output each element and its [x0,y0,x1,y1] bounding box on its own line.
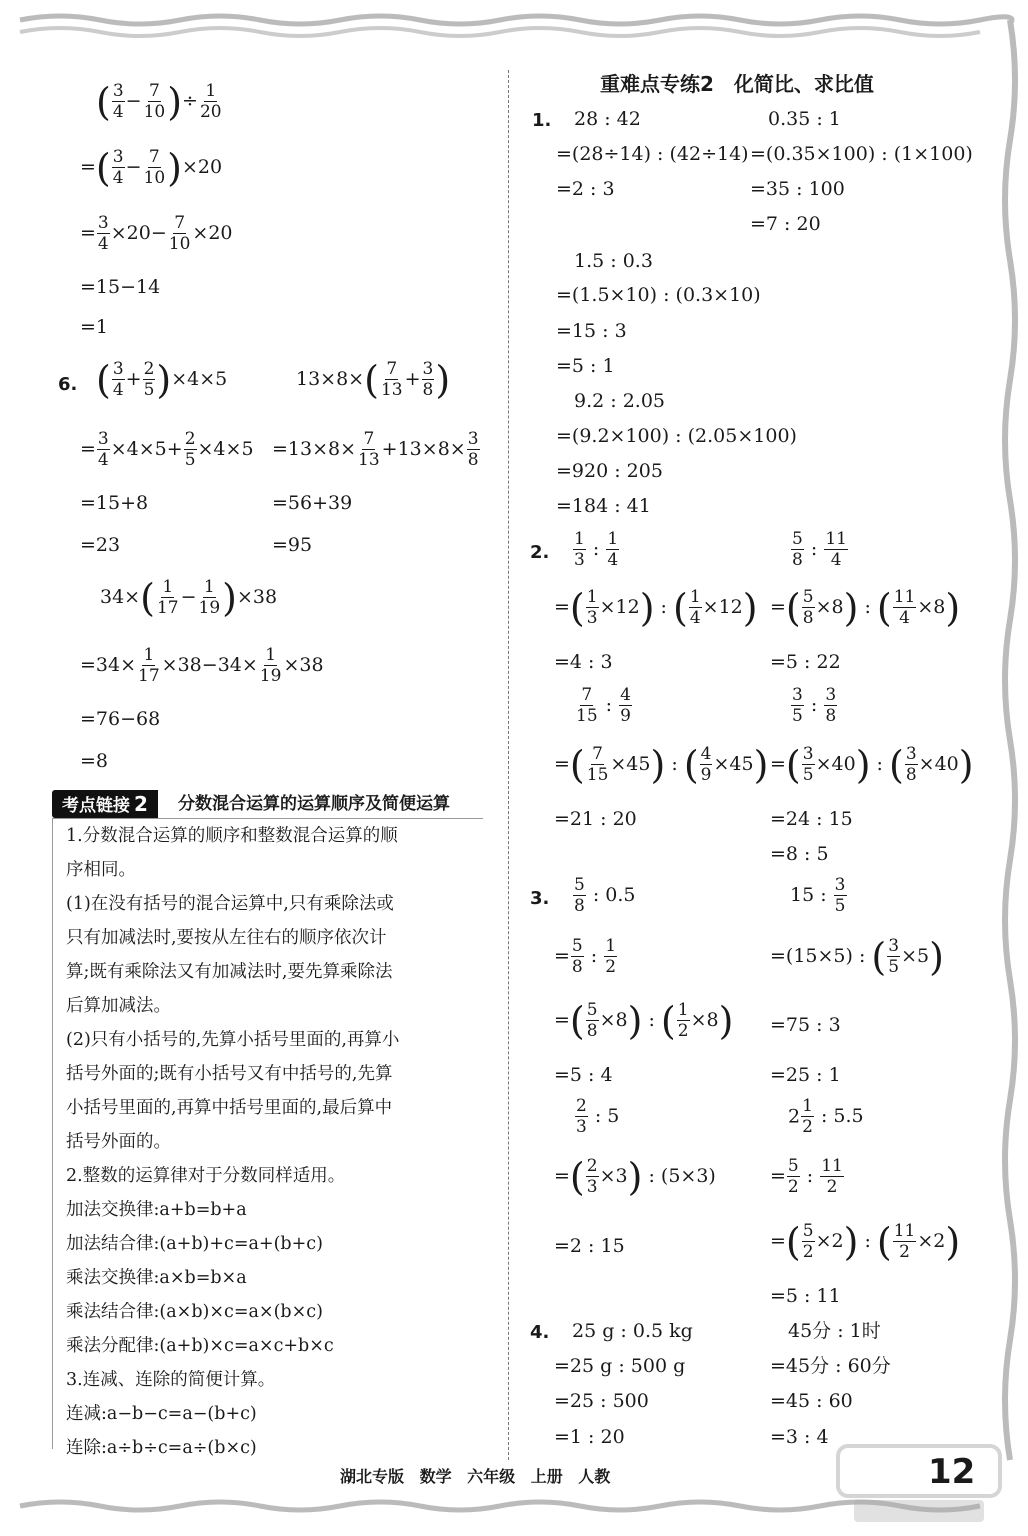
q3a-line2: = $\frac{5}{8}$ : $\frac{1}{2}$ [554,936,617,978]
q4a-line1: 25 g : 0.5 kg [572,1320,693,1342]
q6c-line1: 34×( $\frac{1}{17}$ − $\frac{1}{19}$ )×38 [100,575,278,620]
q3b-line3: =75 : 3 [770,1014,841,1036]
knowledge-link-badge: 考点链接 2 [52,790,158,818]
q3d-line1: 2 $\frac{1}{2}$ : 5.5 [788,1096,864,1138]
q2d-line4: =8 : 5 [770,843,829,865]
q3-label: 3. [530,888,550,909]
q1b-line3: =35 : 100 [750,178,845,200]
q5-line5: =1 [80,316,109,338]
q2c-line2: =( $\frac{7}{15}$ ×45) : ( $\frac{4}{9}$ ×45) [554,742,769,787]
q1d-line1: 9.2 : 2.05 [574,390,666,412]
q1-label: 1. [532,110,552,131]
knowledge-link-line: 连除:a÷b÷c=a÷(b×c) [66,1438,257,1458]
q6a-line2: = $\frac{3}{4}$ ×4×5+ $\frac{2}{5}$ ×4×5 [80,429,254,471]
footer-text: 湖北专版 数学 六年级 上册 人教 [340,1467,611,1486]
q6b-line3: =56+39 [272,492,353,514]
knowledge-link-line: 后算加减法。 [66,996,171,1016]
q1b-line4: =7 : 20 [750,213,821,235]
knowledge-link-line: 只有加减法时,要按从左往右的顺序依次计 [66,928,387,948]
q4b-line4: =3 : 4 [770,1426,829,1448]
q3d-line3: =( $\frac{5}{2}$ ×2) : ( $\frac{11}{2}$ ×2) [770,1219,961,1264]
q5-line1: ( $\frac{3}{4}$ − $\frac{7}{10}$ )÷ $\frac{1}{20}$ [96,79,222,124]
q4a-line2: =25 g : 500 g [554,1355,686,1377]
q3c-line3: =2 : 15 [554,1235,625,1257]
knowledge-link-line: 加法结合律:(a+b)+c=a+(b+c) [66,1234,323,1254]
q6a-line3: =15+8 [80,492,149,514]
q2b-line3: =5 : 22 [770,651,841,673]
q2d-line2: =( $\frac{3}{5}$ ×40) : ( $\frac{3}{8}$ ×40) [770,742,974,787]
q2b-line2: =( $\frac{5}{8}$ ×8) : ( $\frac{11}{4}$ ×8) [770,585,961,630]
q6-label: 6. [58,374,78,395]
q4-label: 4. [530,1322,550,1343]
right-wavy-border [988,20,1028,1500]
q1b-line2: =(0.35×100) : (1×100) [750,143,973,165]
knowledge-link-line: 括号外面的。 [66,1132,171,1152]
q2a-line2: =( $\frac{1}{3}$ ×12) : ( $\frac{1}{4}$ ×12) [554,585,758,630]
q3b-line2: =(15×5) : ( $\frac{3}{5}$ ×5) [770,934,944,979]
q1c-line3: =15 : 3 [556,320,627,342]
q1c-line2: =(1.5×10) : (0.3×10) [556,284,761,306]
q3a-line1: $\frac{5}{8}$ : 0.5 [574,875,636,917]
q3a-line3: =( $\frac{5}{8}$ ×8) : ( $\frac{1}{2}$ ×8) [554,998,734,1043]
q1d-line2: =(9.2×100) : (2.05×100) [556,425,797,447]
knowledge-link-line: 加法交换律:a+b=b+a [66,1200,247,1220]
q6c-line3: =76−68 [80,708,161,730]
q2c-line3: =21 : 20 [554,808,637,830]
q2d-line1: $\frac{3}{5}$ : $\frac{3}{8}$ [792,685,837,727]
q1d-line3: =920 : 205 [556,460,663,482]
knowledge-link-line: 算;既有乘除法又有加减法时,要先算乘除法 [66,962,393,982]
q3a-line4: =5 : 4 [554,1064,613,1086]
q6a-line1: ( $\frac{3}{4}$ + $\frac{2}{5}$ )×4×5 [96,357,228,402]
q4b-line1: 45分 : 1时 [788,1320,881,1342]
q3c-line2: =( $\frac{2}{3}$ ×3) : (5×3) [554,1154,716,1199]
q1c-line1: 1.5 : 0.3 [574,250,653,272]
q3b-line4: =25 : 1 [770,1064,841,1086]
knowledge-link-line: (1)在没有括号的混合运算中,只有乘除法或 [66,894,394,914]
q3c-line1: $\frac{2}{3}$ : 5 [576,1096,620,1138]
q2d-line3: =24 : 15 [770,808,853,830]
column-divider [508,70,509,1460]
knowledge-link-title: 分数混合运算的运算顺序及简便运算 [178,794,450,814]
q6b-line4: =95 [272,534,313,556]
knowledge-link-line: 小括号里面的,再算中括号里面的,最后算中 [66,1098,393,1118]
watermark-logo [834,1440,1004,1528]
q3d-line4: =5 : 11 [770,1285,841,1307]
q2b-line1: $\frac{5}{8}$ : $\frac{11}{4}$ [792,529,847,571]
knowledge-link-line: 序相同。 [66,860,136,880]
knowledge-link-line: 括号外面的;既有小括号又有中括号的,先算 [66,1064,393,1084]
q1a-line3: =2 : 3 [556,178,615,200]
q4a-line4: =1 : 20 [554,1426,625,1448]
knowledge-link-line: 乘法分配律:(a+b)×c=a×c+b×c [66,1336,334,1356]
knowledge-link-line: 3.连减、连除的简便计算。 [66,1370,276,1390]
q6c-line2: =34× $\frac{1}{17}$ ×38−34× $\frac{1}{19}$ ×38 [80,645,324,687]
q1a-line2: =(28÷14) : (42÷14) [556,143,749,165]
q4a-line3: =25 : 500 [554,1390,649,1412]
q1a-line1: 28 : 42 [574,108,641,130]
page-number: 12 [928,1452,976,1492]
q6a-line4: =23 [80,534,121,556]
knowledge-link-line: 1.分数混合运算的顺序和整数混合运算的顺 [66,826,398,846]
q4b-line3: =45 : 60 [770,1390,853,1412]
knowledge-link-line: 2.整数的运算律对于分数同样适用。 [66,1166,346,1186]
q5-line3: = $\frac{3}{4}$ ×20− $\frac{7}{10}$ ×20 [80,213,233,255]
q1d-line4: =184 : 41 [556,495,651,517]
q2c-line1: $\frac{7}{15}$ : $\frac{4}{9}$ [576,685,631,727]
q6b-line2: =13×8× $\frac{7}{13}$ +13×8× $\frac{3}{8}$ [272,429,479,471]
q5-line2: =( $\frac{3}{4}$ − $\frac{7}{10}$ )×20 [80,145,223,190]
knowledge-link-line: 乘法交换律:a×b=b×a [66,1268,247,1288]
q1c-line4: =5 : 1 [556,355,615,377]
q4b-line2: =45分 : 60分 [770,1355,891,1377]
top-wavy-border [0,10,1028,50]
section-title: 重难点专练2 化简比、求比值 [600,72,874,96]
q2a-line3: =4 : 3 [554,651,613,673]
knowledge-link-line: 连减:a−b−c=a−(b+c) [66,1404,257,1424]
q2a-line1: $\frac{1}{3}$ : $\frac{1}{4}$ [574,529,619,571]
knowledge-link-line: (2)只有小括号的,先算小括号里面的,再算小 [66,1030,400,1050]
q6c-line4: =8 [80,750,109,772]
q6b-line1: 13×8×( $\frac{7}{13}$ + $\frac{3}{8}$ ) [296,357,451,402]
q2-label: 2. [530,542,550,563]
knowledge-link-line: 乘法结合律:(a×b)×c=a×(b×c) [66,1302,323,1322]
q3d-line2: = $\frac{5}{2}$ : $\frac{11}{2}$ [770,1156,843,1198]
q3b-line1: 15 : $\frac{3}{5}$ [790,875,846,917]
q1b-line1: 0.35 : 1 [768,108,841,130]
q5-line4: =15−14 [80,276,161,298]
